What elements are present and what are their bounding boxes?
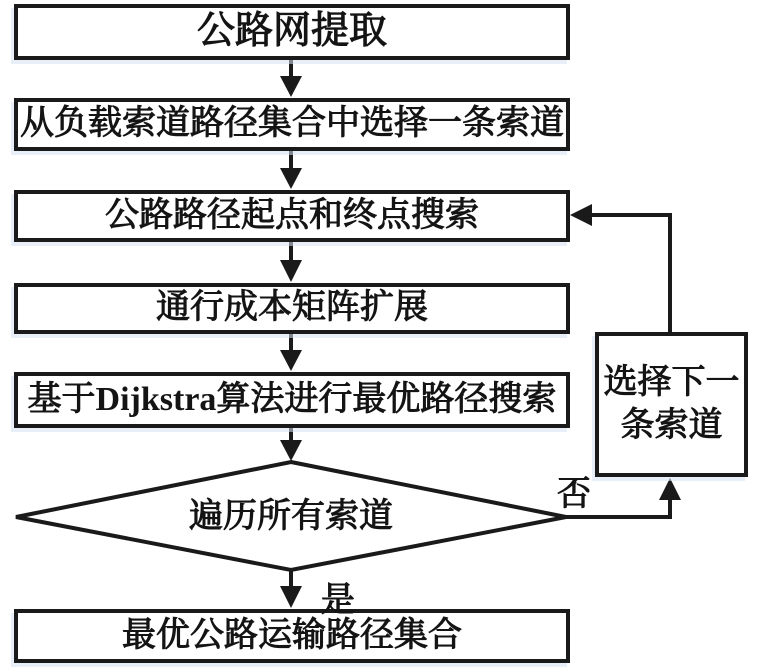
- node-label: 公路路径起点和终点搜索: [105, 196, 479, 234]
- node-label: 基于Dijkstra算法进行最优路径搜索: [27, 380, 557, 418]
- node-endpoint-search: [14, 190, 570, 242]
- node-label: 通行成本矩阵扩展: [156, 289, 428, 327]
- arrow-decision-to-optimal-set: [280, 570, 302, 608]
- node-label: 公路网提取: [196, 10, 387, 53]
- arrow-next-rope-to-endpoint-search: [570, 204, 670, 332]
- edge-label-yes: 是: [321, 582, 355, 619]
- node-traverse-all-ropeways-label: 遍历所有索道: [189, 498, 393, 535]
- arrow-select-rope-to-endpoint-search: [280, 150, 302, 189]
- node-select-next-ropeway: [595, 332, 748, 477]
- node-label: 最优公路运输路径集合: [122, 616, 462, 654]
- arrow-cost-matrix-to-dijkstra: [280, 333, 302, 371]
- node-optimal-transport-path-set: [14, 609, 570, 663]
- arrow-endpoint-search-to-cost-matrix: [280, 241, 302, 282]
- node-label-line-2: 条索道: [620, 406, 723, 444]
- node-dijkstra-optimal-path-search: [14, 372, 570, 428]
- node-select-one-ropeway: [14, 98, 570, 151]
- node-highway-network-extraction: [14, 4, 570, 60]
- node-label: 从负载索道路径集合中选择一条索道: [20, 105, 564, 143]
- node-label-line-1: 选择下一: [603, 364, 740, 401]
- node-cost-matrix-expansion: [14, 283, 570, 334]
- arrow-dijkstra-to-decision: [280, 427, 302, 461]
- arrow-extract-to-select-rope: [280, 59, 302, 97]
- edge-label-no: 否: [557, 476, 591, 513]
